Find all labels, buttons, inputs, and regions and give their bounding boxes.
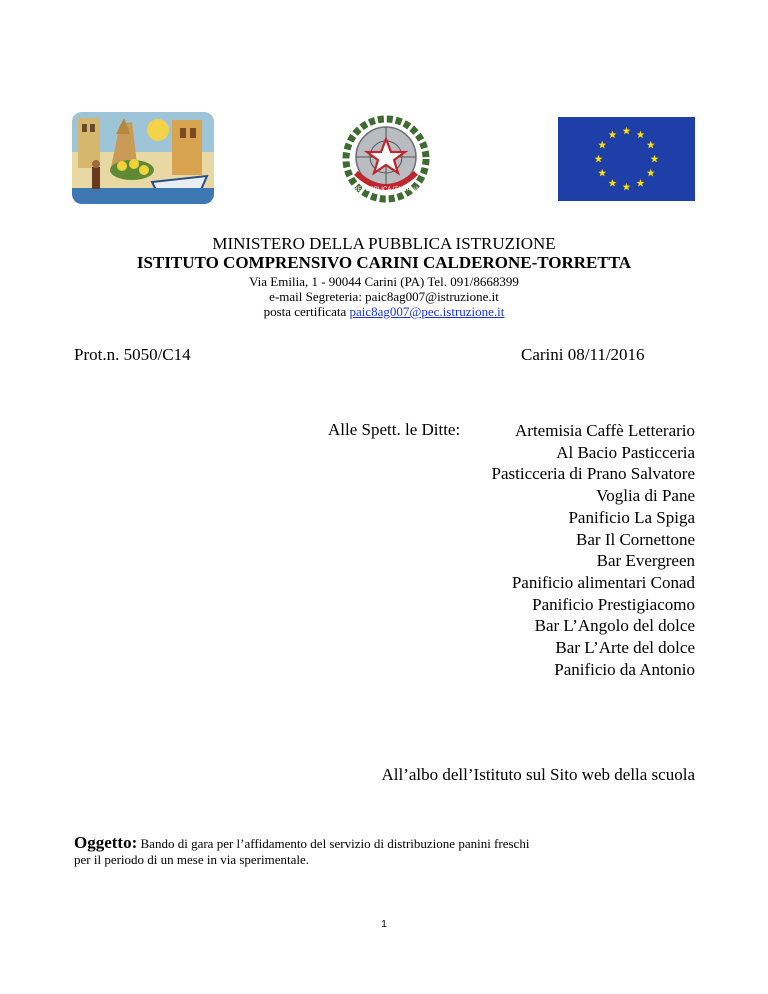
institute-title: ISTITUTO COMPRENSIVO CARINI CALDERONE-TORRETTA xyxy=(136,253,632,272)
institute-pec xyxy=(0,304,768,320)
recipient-item: Panificio Prestigiacomo xyxy=(532,594,695,614)
eu-flag xyxy=(558,117,695,201)
place-date: Carini 08/11/2016 xyxy=(521,345,645,364)
recipient-item: Bar Il Cornettone xyxy=(576,529,695,549)
page-number: 1 xyxy=(381,919,387,930)
albo-notice: All’albo dell’Istituto sul Sito web della scuola xyxy=(381,765,695,784)
pec-link[interactable]: paic8ag007@pec.istruzione.it xyxy=(349,304,505,319)
recipient-item: Voglia di Pane xyxy=(596,486,695,506)
recipient-item: Artemisia Caffè Letterario xyxy=(515,421,695,440)
recipient-item: Bar Evergreen xyxy=(596,551,695,571)
subject-line-1: Bando di gara per l’affidamento del servizio di distribuzione panini freschi xyxy=(137,836,530,851)
pec-label: posta certificata xyxy=(263,304,350,319)
recipient-item: Al Bacio Pasticceria xyxy=(556,442,695,462)
recipient-item: Pasticceria di Prano Salvatore xyxy=(491,464,695,484)
subject-label: Oggetto: xyxy=(74,833,138,852)
recipient-item: Panificio da Antonio xyxy=(554,659,695,679)
subject-line-2: per il periodo di un mese in via sperimentale. xyxy=(74,852,310,867)
school-logo xyxy=(72,112,214,204)
recipients-list xyxy=(492,420,695,680)
recipient-item: Bar L’Angolo del dolce xyxy=(534,616,695,636)
protocol-number: Prot.n. 5050/C14 xyxy=(74,345,191,364)
recipient-item: Panificio alimentari Conad xyxy=(511,572,695,592)
subject-block xyxy=(74,835,694,868)
institute-email: e-mail Segreteria: paic8ag007@istruzione.it xyxy=(269,289,499,304)
recipient-item: Bar L’Arte del dolce xyxy=(555,638,695,658)
ministry-title: MINISTERO DELLA PUBBLICA ISTRUZIONE xyxy=(212,234,556,253)
recipient-item: Panificio La Spiga xyxy=(568,507,695,527)
republic-emblem xyxy=(340,113,432,205)
emblem-ribbon-text: REPUBBLICA ITALIANA xyxy=(353,187,419,193)
institute-address: Via Emilia, 1 - 90044 Carini (PA) Tel. 091/8668399 xyxy=(249,274,519,289)
recipients-label: Alle Spett. le Ditte: xyxy=(328,420,461,439)
